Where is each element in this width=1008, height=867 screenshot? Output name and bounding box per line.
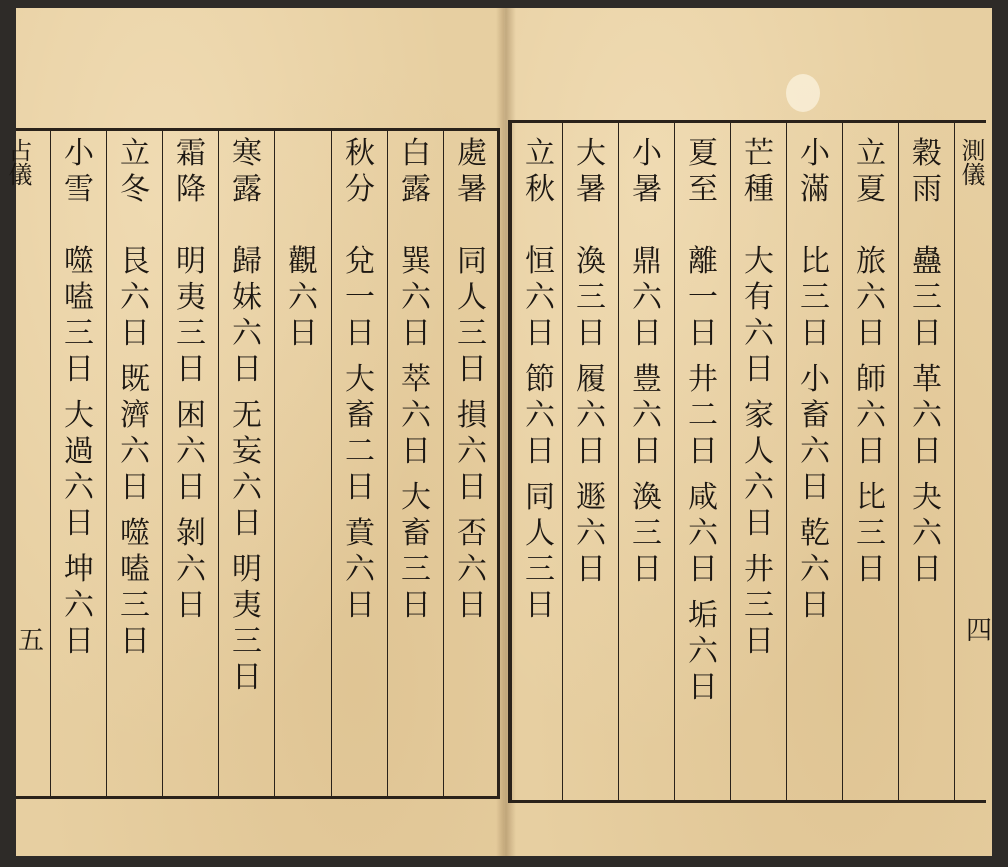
character: 暑 [457, 172, 487, 207]
character: 三 [744, 588, 774, 623]
character: 日 [800, 588, 830, 623]
character: 井 [744, 552, 774, 587]
character: 六 [457, 434, 487, 469]
hexagram-entry [288, 244, 318, 352]
character: 秋 [345, 136, 375, 171]
character: 日 [288, 316, 318, 351]
hexagram-entry [525, 362, 555, 470]
hexagram-entry [64, 398, 94, 542]
solar-term-name [232, 136, 262, 234]
character: 人 [457, 280, 487, 315]
character: 巽 [401, 244, 431, 279]
character: 日 [525, 434, 555, 469]
character: 立 [120, 136, 150, 171]
hexagram-entry [576, 480, 606, 588]
hexagram-entry [401, 362, 431, 470]
character: 畜 [401, 516, 431, 551]
character: 日 [345, 470, 375, 505]
character: 六 [120, 434, 150, 469]
character: 六 [744, 316, 774, 351]
character: 日 [525, 588, 555, 623]
character: 否 [457, 516, 487, 551]
character: 日 [64, 506, 94, 541]
character: 日 [856, 552, 886, 587]
character: 井 [688, 362, 718, 397]
character: 噬 [120, 516, 150, 551]
character: 大 [744, 244, 774, 279]
character: 六 [64, 588, 94, 623]
character: 六 [176, 552, 206, 587]
character: 日 [176, 470, 206, 505]
character: 分 [345, 172, 375, 207]
hexagram-entry [576, 362, 606, 470]
character: 豊 [632, 362, 662, 397]
character: 六 [64, 470, 94, 505]
hexagram-entry [401, 480, 431, 624]
character: 日 [912, 434, 942, 469]
character: 日 [345, 316, 375, 351]
character: 六 [120, 280, 150, 315]
character: 三 [632, 516, 662, 551]
character: 比 [856, 480, 886, 515]
character: 日 [232, 660, 262, 695]
character: 處 [457, 136, 487, 171]
character: 六 [744, 470, 774, 505]
hexagram-entry [232, 398, 262, 542]
character: 夏 [856, 172, 886, 207]
character: 暑 [576, 172, 606, 207]
character: 六 [800, 434, 830, 469]
solar-term-name [176, 136, 206, 234]
character: 同 [525, 480, 555, 515]
character: 一 [345, 280, 375, 315]
solar-term-column [787, 136, 843, 634]
left-frame-bottom-rule [16, 796, 500, 799]
solar-term-name [800, 136, 830, 234]
character: 霜 [176, 136, 206, 171]
character: 種 [744, 172, 774, 207]
solar-term-name [856, 136, 886, 234]
character: 日 [632, 552, 662, 587]
solar-term-name [401, 136, 431, 234]
right-edge-title: 測儀 [957, 138, 985, 186]
hexagram-entry [345, 244, 375, 352]
left-edge-title: 占儀 [4, 138, 32, 186]
character: 夷 [176, 280, 206, 315]
solar-term-column [163, 136, 219, 634]
character: 三 [176, 316, 206, 351]
solar-term-column [275, 136, 331, 362]
solar-term-name [576, 136, 606, 234]
character: 日 [401, 588, 431, 623]
solar-term-name [688, 136, 718, 234]
solar-term-column [444, 136, 500, 634]
solar-term-name [744, 136, 774, 234]
character: 剝 [176, 516, 206, 551]
character: 日 [744, 352, 774, 387]
hexagram-entry [800, 516, 830, 624]
character: 夷 [232, 588, 262, 623]
character: 六 [525, 398, 555, 433]
solar-term-column [843, 136, 899, 598]
character: 人 [525, 516, 555, 551]
character: 日 [457, 352, 487, 387]
hexagram-entry [457, 244, 487, 388]
character: 大 [576, 136, 606, 171]
character: 秋 [525, 172, 555, 207]
character: 降 [176, 172, 206, 207]
character: 小 [64, 136, 94, 171]
character: 賁 [345, 516, 375, 551]
character: 六 [401, 280, 431, 315]
character: 坤 [64, 552, 94, 587]
character: 六 [800, 552, 830, 587]
hexagram-entry [64, 552, 94, 660]
solar-term-name [120, 136, 150, 234]
character: 立 [856, 136, 886, 171]
solar-term-column [899, 136, 955, 598]
hexagram-entry [688, 362, 718, 470]
hexagram-entry [912, 480, 942, 588]
character: 小 [632, 136, 662, 171]
left-frame-top-rule [16, 128, 500, 131]
hexagram-entry [525, 244, 555, 352]
character: 垢 [688, 598, 718, 633]
character: 二 [688, 398, 718, 433]
character: 明 [232, 552, 262, 587]
character: 離 [688, 244, 718, 279]
solar-term-name [345, 136, 375, 234]
hexagram-entry [457, 398, 487, 506]
hexagram-entry [176, 244, 206, 388]
character: 兌 [345, 244, 375, 279]
hexagram-entry [120, 516, 150, 660]
character: 日 [632, 316, 662, 351]
character: 濟 [120, 398, 150, 433]
character: 日 [176, 352, 206, 387]
character: 嗑 [64, 280, 94, 315]
character: 人 [744, 434, 774, 469]
character: 六 [912, 398, 942, 433]
character: 妄 [232, 434, 262, 469]
solar-term-name [912, 136, 942, 234]
character: 日 [912, 552, 942, 587]
character: 六 [856, 280, 886, 315]
right-folio-number: 四 [966, 616, 993, 646]
character: 蠱 [912, 244, 942, 279]
hexagram-entry [401, 244, 431, 352]
character: 日 [64, 352, 94, 387]
character: 日 [856, 316, 886, 351]
character: 冬 [120, 172, 150, 207]
hexagram-entry [232, 552, 262, 696]
solar-term-name [632, 136, 662, 234]
character: 六 [632, 398, 662, 433]
character: 困 [176, 398, 206, 433]
character: 六 [856, 398, 886, 433]
character: 日 [688, 670, 718, 705]
solar-term-column [219, 136, 275, 706]
character: 三 [856, 516, 886, 551]
character: 履 [576, 362, 606, 397]
character: 日 [688, 434, 718, 469]
character: 師 [856, 362, 886, 397]
solar-term-column [731, 136, 787, 670]
character: 小 [800, 136, 830, 171]
character: 日 [744, 506, 774, 541]
character: 日 [120, 624, 150, 659]
character: 嗑 [120, 552, 150, 587]
character: 芒 [744, 136, 774, 171]
character: 日 [800, 470, 830, 505]
character: 旅 [856, 244, 886, 279]
character: 日 [120, 470, 150, 505]
character: 六 [401, 398, 431, 433]
character: 日 [120, 316, 150, 351]
character: 六 [345, 552, 375, 587]
character: 日 [912, 316, 942, 351]
character: 節 [525, 362, 555, 397]
hexagram-entry [632, 362, 662, 470]
character: 艮 [120, 244, 150, 279]
solar-term-column [51, 136, 107, 670]
character: 滿 [800, 172, 830, 207]
character: 日 [232, 352, 262, 387]
character: 日 [457, 588, 487, 623]
hexagram-entry [688, 598, 718, 706]
solar-term-column [563, 136, 619, 598]
solar-term-column [107, 136, 163, 670]
character: 三 [64, 316, 94, 351]
character: 寒 [232, 136, 262, 171]
character: 六 [288, 280, 318, 315]
character: 有 [744, 280, 774, 315]
character: 立 [525, 136, 555, 171]
hexagram-entry [525, 480, 555, 624]
hexagram-entry [120, 244, 150, 352]
solar-term-column [388, 136, 444, 634]
character: 觀 [288, 244, 318, 279]
left-folio-number: 五 [18, 626, 45, 656]
character: 日 [457, 470, 487, 505]
character: 日 [688, 316, 718, 351]
solar-term-column [619, 136, 675, 598]
character: 夏 [688, 136, 718, 171]
character: 同 [457, 244, 487, 279]
character: 三 [576, 280, 606, 315]
character: 小 [800, 362, 830, 397]
solar-term-name [525, 136, 555, 234]
hexagram-entry [176, 398, 206, 506]
hexagram-entry [856, 362, 886, 470]
hexagram-entry [176, 516, 206, 624]
character: 日 [576, 316, 606, 351]
character: 二 [345, 434, 375, 469]
character: 六 [176, 434, 206, 469]
character: 六 [576, 516, 606, 551]
character: 大 [401, 480, 431, 515]
character: 夬 [912, 480, 942, 515]
hexagram-entry [232, 244, 262, 388]
character: 畜 [800, 398, 830, 433]
character: 革 [912, 362, 942, 397]
hexagram-entry [345, 516, 375, 624]
character: 歸 [232, 244, 262, 279]
character: 六 [576, 398, 606, 433]
character: 白 [401, 136, 431, 171]
character: 乾 [800, 516, 830, 551]
character: 日 [856, 434, 886, 469]
character: 六 [912, 516, 942, 551]
solar-term-name [457, 136, 487, 234]
hexagram-entry [912, 362, 942, 470]
hexagram-entry [120, 362, 150, 506]
character: 恒 [525, 244, 555, 279]
character: 渙 [576, 244, 606, 279]
character: 日 [401, 316, 431, 351]
character: 雪 [64, 172, 94, 207]
character: 日 [176, 588, 206, 623]
character: 三 [457, 316, 487, 351]
hexagram-entry [856, 480, 886, 588]
hexagram-entry [856, 244, 886, 352]
character: 大 [345, 362, 375, 397]
character: 咸 [688, 480, 718, 515]
character: 渙 [632, 480, 662, 515]
character: 日 [744, 624, 774, 659]
hexagram-entry [800, 362, 830, 506]
hexagram-entry [800, 244, 830, 352]
hexagram-entry [632, 480, 662, 588]
character: 鼎 [632, 244, 662, 279]
hexagram-entry [64, 244, 94, 388]
character: 无 [232, 398, 262, 433]
character: 損 [457, 398, 487, 433]
character: 六 [457, 552, 487, 587]
character: 六 [232, 470, 262, 505]
hexagram-entry [744, 552, 774, 660]
character: 六 [688, 634, 718, 669]
character: 穀 [912, 136, 942, 171]
character: 日 [525, 316, 555, 351]
character: 日 [632, 434, 662, 469]
character: 日 [401, 434, 431, 469]
character: 六 [525, 280, 555, 315]
character: 既 [120, 362, 150, 397]
right-frame-top-rule [508, 120, 986, 123]
right-frame-bottom-rule [508, 800, 986, 803]
character: 六 [632, 280, 662, 315]
character: 遯 [576, 480, 606, 515]
solar-term-column [675, 136, 731, 716]
hexagram-entry [576, 244, 606, 352]
character: 三 [120, 588, 150, 623]
character: 三 [912, 280, 942, 315]
character: 六 [688, 516, 718, 551]
character: 露 [232, 172, 262, 207]
character: 日 [800, 316, 830, 351]
character: 日 [576, 434, 606, 469]
solar-term-column [332, 136, 388, 634]
character: 大 [64, 398, 94, 433]
character: 噬 [64, 244, 94, 279]
character: 雨 [912, 172, 942, 207]
character: 日 [688, 552, 718, 587]
character: 日 [64, 624, 94, 659]
character: 三 [800, 280, 830, 315]
character: 萃 [401, 362, 431, 397]
solar-term-name [64, 136, 94, 234]
character: 暑 [632, 172, 662, 207]
character: 明 [176, 244, 206, 279]
character: 日 [576, 552, 606, 587]
hexagram-entry [744, 398, 774, 542]
hexagram-entry [688, 244, 718, 352]
character: 六 [232, 316, 262, 351]
character: 三 [401, 552, 431, 587]
character: 家 [744, 398, 774, 433]
character: 三 [232, 624, 262, 659]
hexagram-entry [912, 244, 942, 352]
hexagram-entry [688, 480, 718, 588]
character: 一 [688, 280, 718, 315]
hexagram-entry [744, 244, 774, 388]
character: 日 [232, 506, 262, 541]
solar-term-column [512, 136, 568, 634]
hexagram-entry [345, 362, 375, 506]
character: 三 [525, 552, 555, 587]
character: 比 [800, 244, 830, 279]
hexagram-entry [632, 244, 662, 352]
paper-stain [786, 74, 820, 112]
character: 露 [401, 172, 431, 207]
character: 至 [688, 172, 718, 207]
character: 日 [345, 588, 375, 623]
character: 妹 [232, 280, 262, 315]
hexagram-entry [457, 516, 487, 624]
character: 過 [64, 434, 94, 469]
character: 畜 [345, 398, 375, 433]
